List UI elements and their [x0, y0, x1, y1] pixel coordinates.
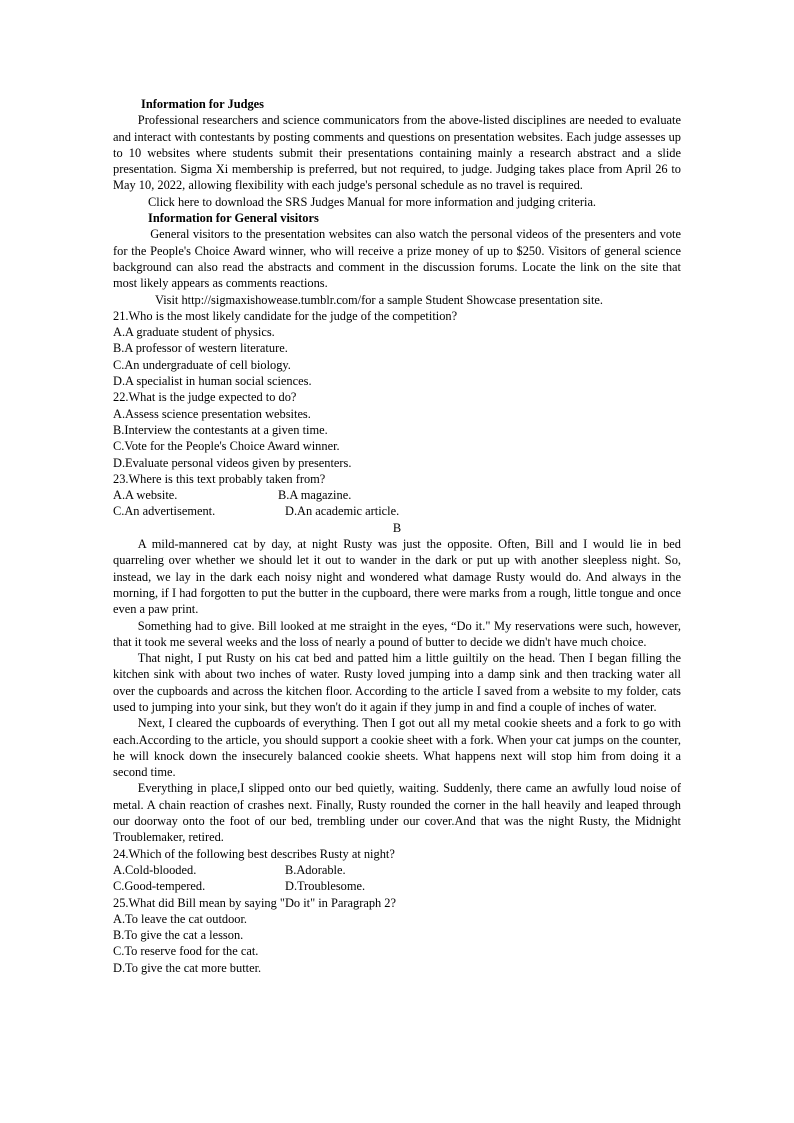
visitors-heading: Information for General visitors	[148, 211, 319, 226]
question-24	[113, 846, 681, 895]
question-21	[113, 308, 681, 389]
question-text: 24.Which of the following best describes Rusty at night?	[113, 846, 395, 861]
option-c: C.Good-tempered.	[113, 879, 206, 894]
passage-b-paragraph-2: Something had to give. Bill looked at me straight in the eyes, “Do it." My reservations were such, however, that it took me several weeks and the loss of nearly a pound of butter to decide we didn't have much choice.	[113, 618, 681, 649]
visitors-paragraph: General visitors to the presentation websites can also watch the personal videos of the presenters and vote for the People's Choice Award winner, who will receive a prize money of up to $250. Visitors of general science background can also read the abstracts and comment in the discussion forums. Locate the link on the site that most likely appears as comments reactions.	[113, 227, 681, 291]
option-c: C.An advertisement.	[113, 504, 216, 519]
document-page	[113, 96, 681, 976]
option-b: B.Interview the contestants at a given time.	[113, 422, 328, 437]
question-text: 21.Who is the most likely candidate for the judge of the competition?	[113, 308, 458, 323]
option-a: A.A website.	[113, 488, 178, 503]
option-a: A.A graduate student of physics.	[113, 325, 275, 340]
passage-b-paragraph-1: A mild-mannered cat by day, at night Rusty was just the opposite. Often, Bill and I would lie in bed quarreling over whether we should let it out to wander in the dark or put up with another sleepless night. So, instead, we lay in the dark each noisy night and wondered what damage Rusty would do. And always in the morning, if I had forgotten to put the butter in the cupboard, there were marks from a rough, little tongue and once even a paw print.	[113, 537, 681, 617]
passage-b-paragraph-3: That night, I put Rusty on his cat bed and patted him a little guiltily on the head. Then I began filling the kitchen sink with about two inches of water. Rusty loved jumping into a damp sink and then tracking water all over the cupboards and across the kitchen floor. According to the article I saved from a website to my folder, cats used to jumping into your sink, but they won't do it again if they jump in and find a couple of inches of water.	[113, 651, 681, 714]
option-d: D.An academic article.	[285, 504, 400, 519]
option-a: A.Cold-blooded.	[113, 862, 197, 877]
question-25	[113, 895, 681, 976]
option-a: A.Assess science presentation websites.	[113, 406, 311, 421]
question-text: 22.What is the judge expected to do?	[113, 390, 297, 405]
option-d: D.A specialist in human social sciences.	[113, 374, 312, 389]
option-d: D.Evaluate personal videos given by presenters.	[113, 455, 352, 470]
option-c: C.Vote for the People's Choice Award winner.	[113, 439, 340, 454]
question-text: 23.Where is this text probably taken from?	[113, 471, 326, 486]
passage-b-paragraph-4: Next, I cleared the cupboards of everything. Then I got out all my metal cookie sheets and a fork to go with each.According to the article, you should support a cookie sheet with a fork. When your cat jumps on the counter, he will knock down the insecurely balanced cookie sheets. What happens next will stop him from doing it a second time.	[113, 716, 681, 780]
section-b-label: B	[392, 520, 402, 535]
option-d: D.Troublesome.	[285, 879, 366, 894]
option-c: C.An undergraduate of cell biology.	[113, 357, 291, 372]
option-b: B.Adorable.	[285, 862, 346, 877]
question-text: 25.What did Bill mean by saying "Do it" in Paragraph 2?	[113, 895, 397, 910]
option-a: A.To leave the cat outdoor.	[113, 911, 248, 926]
judges-manual-link[interactable]: Click here to download the SRS Judges Manual for more information and judging criteria.	[148, 194, 597, 209]
question-22	[113, 389, 681, 470]
option-c: C.To reserve food for the cat.	[113, 944, 259, 959]
judges-heading: Information for Judges	[141, 97, 264, 111]
visit-link-line[interactable]: Visit http://sigmaxishowease.tumblr.com/for a sample Student Showcase presentation site.	[155, 292, 603, 307]
judges-paragraph: Professional researchers and science communicators from the above-listed disciplines are needed to evaluate and interact with contestants by posting comments and questions on presentation websites. Each judge assesses up to 10 websites where students submit their presentations containing mainly a research abstract and a slide presentation. Sigma Xi membership is preferred, but not required, to judge. Judging takes place from April 26 to May 10, 2022, allowing flexibility with each judge's personal schedule as no travel is required.	[113, 113, 681, 193]
option-d: D.To give the cat more butter.	[113, 960, 262, 975]
option-b: B.A professor of western literature.	[113, 341, 288, 356]
option-b: B.A magazine.	[278, 488, 352, 503]
option-b: B.To give the cat a lesson.	[113, 928, 244, 943]
question-23	[113, 471, 681, 520]
passage-b-paragraph-5: Everything in place,I slipped onto our bed quietly, waiting. Suddenly, there came an awfully loud noise of metal. A chain reaction of crashes next. Finally, Rusty rounded the corner in the hall heavily and leaped through our doorway onto the foot of our bed, trembling under our cover.And that was the night Rusty, the Midnight Troublemaker, retired.	[113, 781, 681, 845]
